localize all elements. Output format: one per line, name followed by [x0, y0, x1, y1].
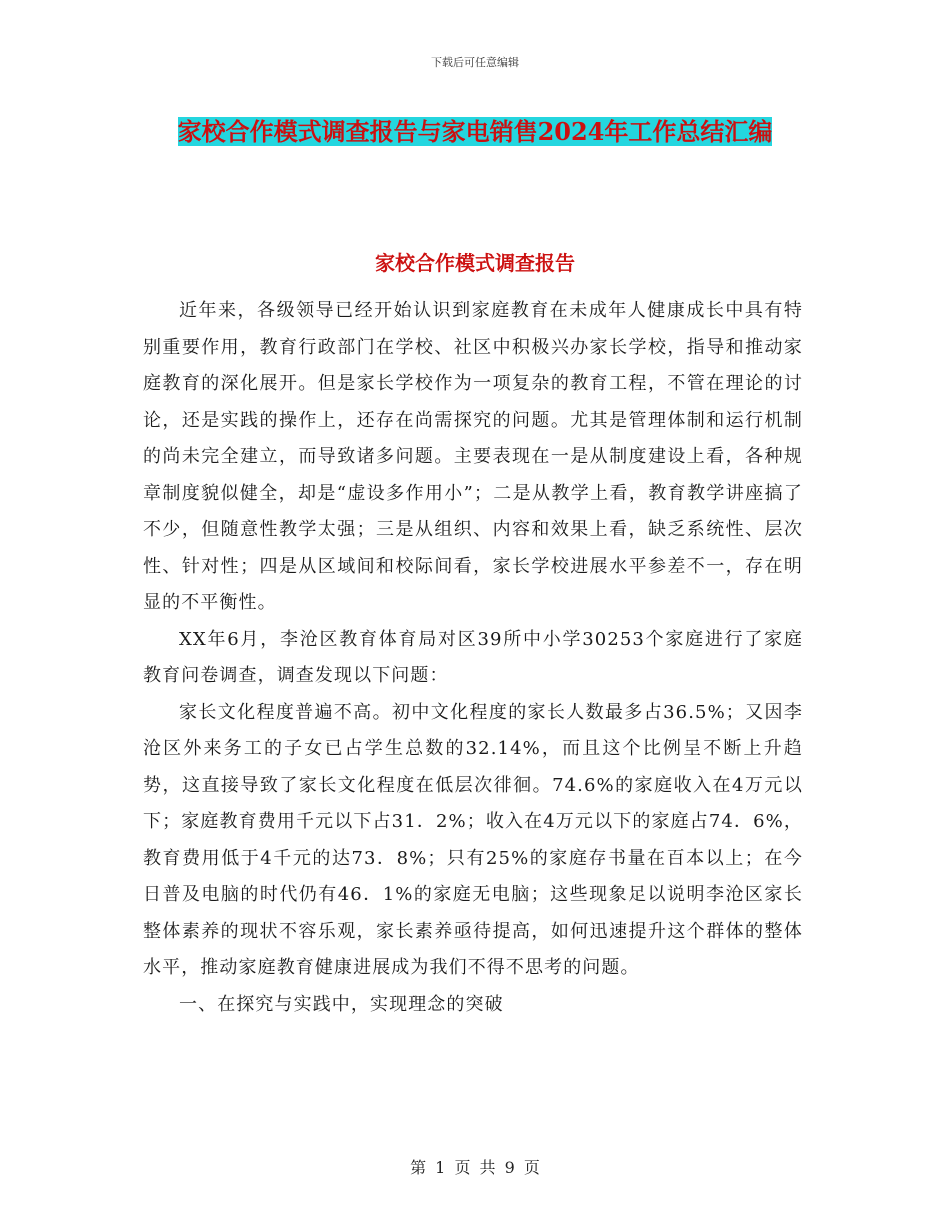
subheading: 一、在探究与实践中，实现理念的突破	[179, 993, 504, 1015]
paragraph: 家长文化程度普遍不高。初中文化程度的家长人数最多占36.5%；又因李沧区外来务工的子女已占学生总数的32.14%，而且这个比例呈不断上升趋势，这直接导致了家长文化程度在低层次徘徊。74.6%的家庭收入在4万元以下；家庭教育费用千元以下占31．2%；收入在4万元以下的家庭占74．6%，教育费用低于4千元的达73．8%；只有25%的家庭存书量在百本以上；在今日普及电脑的时代仍有46．1%的家庭无电脑；这些现象足以说明李沧区家长整体素养的现状不容乐观，家长素养亟待提高，如何迅速提升这个群体的整体水平，推动家庭教育健康进展成为我们不得不思考的问题。	[143, 701, 803, 978]
document-body	[143, 293, 803, 1023]
page-number: 第 1 页 共 9 页	[410, 1158, 540, 1177]
paragraph: XX年6月，李沧区教育体育局对区39所中小学30253个家庭进行了家庭教育问卷调查，调查发现以下问题：	[143, 628, 803, 686]
document-title	[145, 112, 805, 152]
section-title: 家校合作模式调查报告	[375, 251, 575, 275]
paragraph: 近年来，各级领导已经开始认识到家庭教育在未成年人健康成长中具有特别重要作用，教育行政部门在学校、社区中积极兴办家长学校，指导和推动家庭教育的深化展开。但是家长学校作为一项复杂的教育工程，不管在理论的讨论，还是实践的操作上，还存在尚需探究的问题。尤其是管理体制和运行机制的尚未完全建立，而导致诸多问题。主要表现在一是从制度建设上看，各种规章制度貌似健全，却是“虚设多作用小”；二是从教学上看，教育教学讲座搞了不少，但随意性教学太强；三是从组织、内容和效果上看，缺乏系统性、层次性、针对性；四是从区域间和校际间看，家长学校进展水平参差不一，存在明显的不平衡性。	[143, 300, 803, 613]
header-note: 下载后可任意编辑	[431, 56, 519, 69]
document-title-text: 家校合作模式调查报告与家电销售2024年工作总结汇编	[177, 117, 773, 146]
